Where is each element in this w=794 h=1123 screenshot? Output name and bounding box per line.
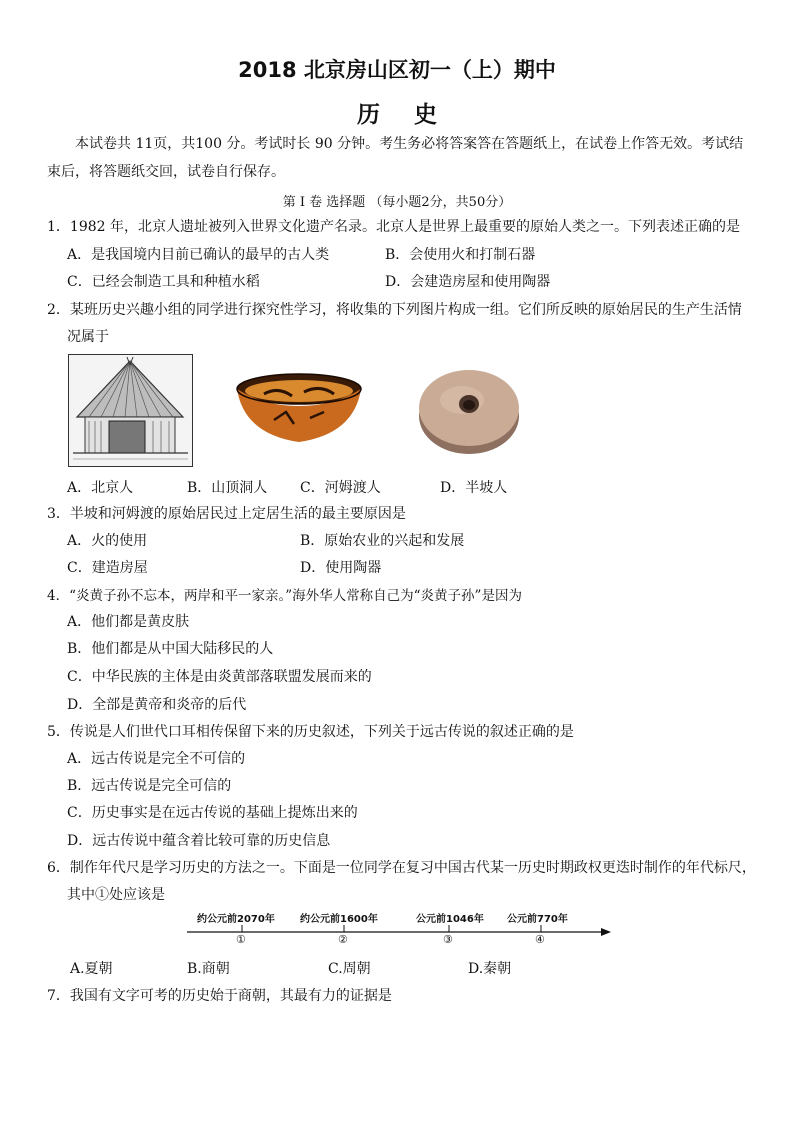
question-1-option-d: D．会建造房屋和使用陶器 — [385, 274, 551, 290]
question-6-option-d: D.秦朝 — [468, 961, 512, 977]
question-5-option-a: A．远古传说是完全不可信的 — [67, 751, 246, 767]
question-4-option-b: B．他们都是从中国大陆移民的人 — [67, 641, 274, 657]
question-3-option-d: D．使用陶器 — [300, 560, 382, 576]
exam-title: 2018 北京房山区初一（上）期中 — [238, 58, 556, 82]
timeline-label-1: 约公元前2070年 — [197, 914, 275, 925]
subject-title: 历史 — [357, 102, 471, 128]
question-3-option-c: C．建造房屋 — [67, 560, 148, 576]
timeline-label-2: 约公元前1600年 — [300, 914, 378, 925]
question-2-option-a: A．北京人 — [67, 480, 134, 496]
question-6-option-c: C.周朝 — [328, 961, 371, 977]
question-3-option-a: A．火的使用 — [67, 533, 148, 549]
timeline-label-3: 公元前1046年 — [416, 914, 484, 925]
question-4-option-c: C．中华民族的主体是由炎黄部落联盟发展而来的 — [67, 669, 372, 685]
question-5-stem: 5．传说是人们世代口耳相传保留下来的历史叙述，下列关于远古传说的叙述正确的是 — [47, 724, 574, 740]
timeline-mark-2: ② — [338, 933, 348, 946]
question-2-option-c: C．河姆渡人 — [300, 480, 381, 496]
hut-illustration — [68, 354, 193, 467]
question-6-option-a: A.夏朝 — [70, 961, 113, 977]
question-7-stem: 7．我国有文字可考的历史始于商朝，其最有力的证据是 — [47, 988, 392, 1004]
painted-pottery-bowl — [234, 372, 364, 446]
section-heading: 第 I 卷 选择题 （每小题2分，共50分） — [282, 195, 512, 210]
question-1-stem: 1．1982 年，北京人遗址被列入世界文化遗产名录。北京人是世界上最重要的原始人类之一。下列表述正确的是 — [47, 219, 740, 235]
question-5-option-c: C．历史事实是在远古传说的基础上提炼出来的 — [67, 805, 358, 821]
question-2-stem-cont: 况属于 — [67, 329, 109, 345]
timeline-mark-1: ① — [236, 933, 246, 946]
timeline-mark-3: ③ — [443, 933, 453, 946]
question-1-option-c: C．已经会制造工具和种植水稻 — [67, 274, 260, 290]
timeline-mark-4: ④ — [535, 933, 545, 946]
question-3-option-b: B．原始农业的兴起和发展 — [300, 533, 465, 549]
question-5-option-b: B．远古传说是完全可信的 — [67, 778, 232, 794]
question-6-stem: 6．制作年代尺是学习历史的方法之一。下面是一位同学在复习中国古代某一历史时期政权更迭时制作的年代标尺， — [47, 860, 756, 876]
question-1-option-b: B．会使用火和打制石器 — [385, 247, 536, 263]
exam-instructions: 本试卷共 11页，共100 分。考试时长 90 分钟。考生务必将答案答在答题纸上，在试卷上作答无效。考试结束后，将答题纸交回，试卷自行保存。 — [47, 136, 744, 180]
question-4-option-d: D．全部是黄帝和炎帝的后代 — [67, 697, 247, 713]
question-2-stem: 2．某班历史兴趣小组的同学进行探究性学习，将收集的下列图片构成一组。它们所反映的原始居民的生产生活情 — [47, 302, 742, 318]
question-4-option-a: A．他们都是黄皮肤 — [67, 614, 190, 630]
question-5-option-d: D．远古传说中蕴含着比较可靠的历史信息 — [67, 833, 331, 849]
timeline-label-4: 公元前770年 — [507, 914, 568, 925]
question-3-stem: 3．半坡和河姆渡的原始居民过上定居生活的最主要原因是 — [47, 506, 406, 522]
stone-spindle-whorl — [416, 362, 522, 458]
question-1-option-a: A．是我国境内目前已确认的最早的古人类 — [67, 247, 330, 263]
question-2-option-d: D．半坡人 — [440, 480, 508, 496]
question-4-stem: 4．“炎黄子孙不忘本，两岸和平一家亲。”海外华人常称自己为“炎黄子孙”是因为 — [47, 588, 522, 604]
question-6-stem-cont: 其中①处应该是 — [67, 887, 165, 903]
question-2-option-b: B．山顶洞人 — [187, 480, 268, 496]
question-6-option-b: B.商朝 — [187, 961, 230, 977]
